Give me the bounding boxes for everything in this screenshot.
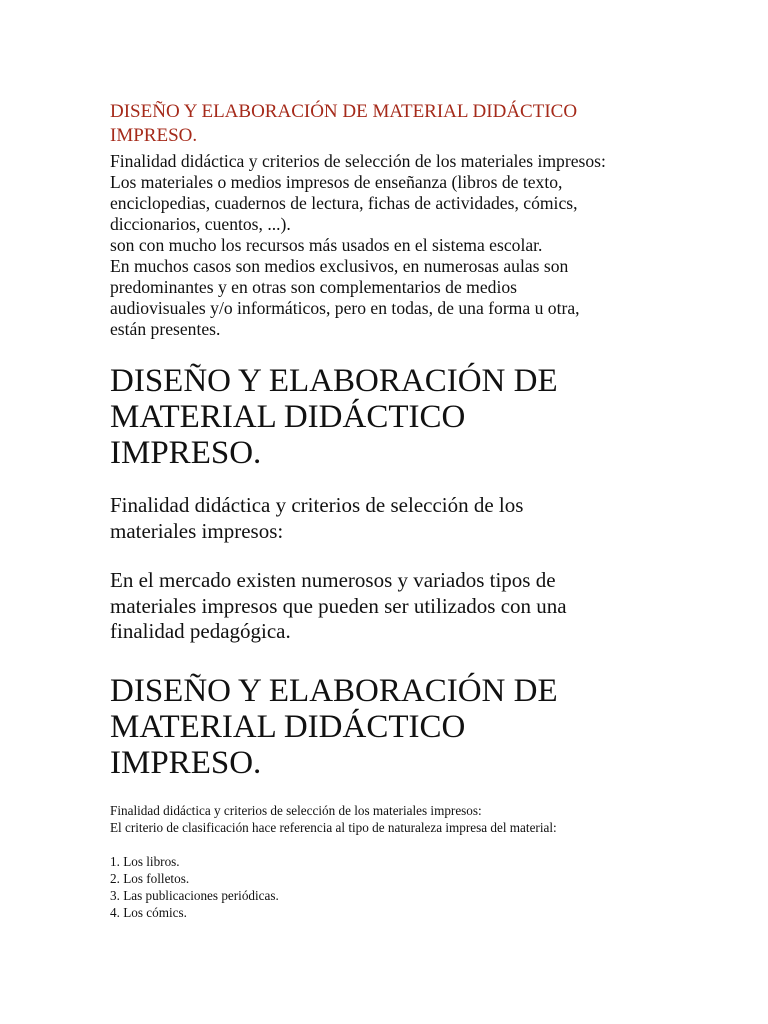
list-item: 4. Los cómics. [110,905,187,920]
section1-line: enciclopedias, cuadernos de lectura, fichas de actividades, cómics, [110,193,578,213]
section3-intro-line1: Finalidad didáctica y criterios de selección de los materiales impresos: [110,803,482,818]
section1-line: predominantes y en otras son complementarios de medios [110,277,518,297]
section1-line: son con mucho los recursos más usados en el sistema escolar. [110,235,543,255]
section3-intro-line2: El criterio de clasificación hace referencia al tipo de naturaleza impresa del material: [110,820,557,835]
section1-line: Los materiales o medios impresos de enseñanza (libros de texto, [110,172,563,192]
section2-title-line: MATERIAL DIDÁCTICO [110,399,466,435]
list-item: 2. Los folletos. [110,871,190,886]
section1-line: están presentes. [110,319,221,339]
list-item: 3. Las publicaciones periódicas. [110,888,279,903]
section3-list [110,853,279,921]
section1-title-line1: DISEÑO Y ELABORACIÓN DE MATERIAL DIDÁCTICO [110,101,578,122]
section3-title-line: DISEÑO Y ELABORACIÓN DE [110,673,558,709]
section2-body-line: En el mercado existen numerosos y variados tipos de [110,568,556,592]
section3-title-line: MATERIAL DIDÁCTICO [110,709,466,745]
section2-subtitle-line: Finalidad didáctica y criterios de selección de los [110,493,524,517]
section3-title-line: IMPRESO. [110,745,262,781]
section2-body [110,568,670,645]
section1-line: Finalidad didáctica y criterios de selección de los materiales impresos: [110,151,606,171]
section2-body-line: finalidad pedagógica. [110,619,291,643]
section2-title [110,363,670,471]
section2-subtitle-line: materiales impresos: [110,518,284,543]
section2-title-line: IMPRESO. [110,435,262,471]
section1-title-line2: IMPRESO. [110,125,198,146]
section1-line: diccionarios, cuentos, ...). [110,214,291,234]
section2-subtitle [110,493,670,544]
section2-body-line: materiales impresos que pueden ser utilizados con una [110,593,567,618]
section3-title [110,673,670,781]
section1-body [110,151,680,340]
list-item: 1. Los libros. [110,854,180,869]
section3-intro [110,802,710,836]
section1-title [110,100,670,148]
section1-line: En muchos casos son medios exclusivos, en numerosas aulas son [110,256,569,276]
section2-title-line: DISEÑO Y ELABORACIÓN DE [110,363,558,399]
section1-line: audiovisuales y/o informáticos, pero en todas, de una forma u otra, [110,298,580,318]
